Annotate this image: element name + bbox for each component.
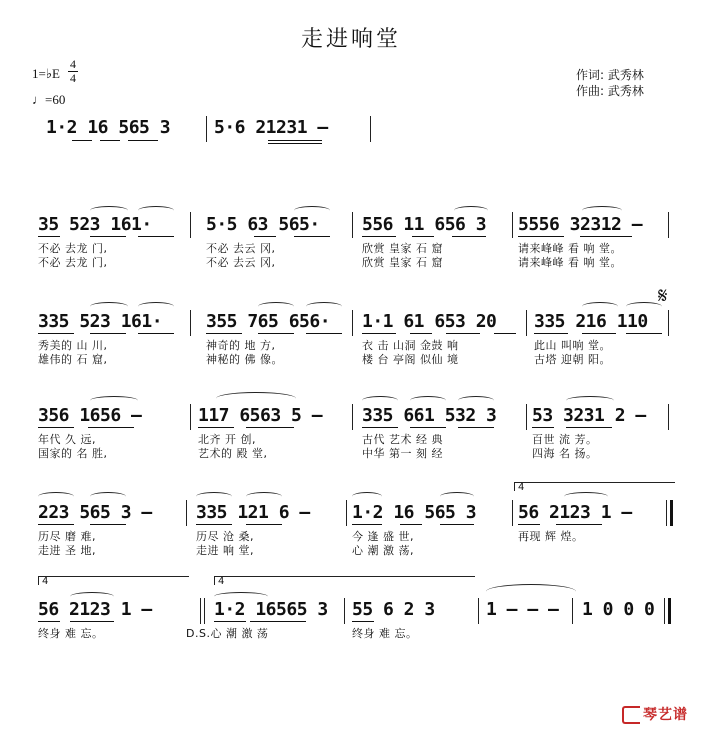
measure-2-2: 5·5 63 565· — [206, 214, 320, 235]
underline — [556, 524, 602, 525]
slur — [410, 396, 446, 405]
lyric-5-4a: 再现 辉 煌。 — [518, 530, 584, 543]
song-title: 走进响堂 — [300, 27, 401, 52]
lyric-3-3a: 衣 击 山洞 金鼓 响 — [362, 339, 459, 352]
underline — [362, 236, 396, 237]
key-note: E — [51, 66, 60, 81]
measure-2-1: 35 523 161· — [38, 214, 152, 235]
volta-label: 4 — [42, 576, 49, 587]
underline — [38, 524, 74, 525]
slur — [582, 302, 618, 311]
tempo-value: =60 — [45, 92, 66, 107]
measure-5-2: 335 121 6 – — [196, 502, 310, 523]
barline — [190, 404, 191, 430]
underline — [268, 143, 322, 144]
volta-label: 4 — [518, 482, 525, 493]
underline — [38, 236, 60, 237]
underline — [306, 333, 342, 334]
slur — [440, 492, 474, 501]
measure-3-3: 1·1 61 653 20 — [362, 311, 497, 332]
underline — [352, 524, 382, 525]
slur — [458, 396, 494, 405]
lyric-2-1a: 不必 去龙 门, — [38, 242, 108, 255]
underline — [400, 524, 422, 525]
lyric-2-1b: 不必 去龙 门, — [38, 256, 108, 269]
measure-3-4: 335 216 110 — [534, 311, 648, 332]
barline — [352, 310, 353, 336]
underline — [100, 140, 120, 141]
underline — [440, 524, 474, 525]
barline — [668, 310, 669, 336]
lyric-6-2: D.S.心 潮 激 荡 — [186, 627, 269, 640]
barline — [526, 404, 527, 430]
lyric-4-1a: 年代 久 远, — [38, 433, 96, 446]
lyric-3-4b: 古塔 迎朝 阳。 — [534, 353, 611, 366]
underline — [38, 427, 74, 428]
volta-bracket — [214, 576, 475, 585]
lyric-4-4a: 百世 流 芳。 — [532, 433, 598, 446]
lyric-5-2b: 走进 响 堂, — [196, 544, 254, 557]
underline — [138, 333, 174, 334]
lyric-6-3: 终身 难 忘。 — [352, 627, 418, 640]
time-signature — [68, 58, 78, 85]
lyric-5-1a: 历尽 磨 难, — [38, 530, 96, 543]
segno-sign: 𝄋 — [658, 284, 668, 309]
lyric-3-1b: 雄伟的 石 窟, — [38, 353, 108, 366]
barline — [668, 212, 669, 238]
repeat-end-barline — [670, 500, 673, 526]
underline — [268, 140, 322, 141]
slur — [216, 392, 296, 405]
lyric-6-1: 终身 难 忘。 — [38, 627, 104, 640]
underline — [580, 236, 632, 237]
underline — [362, 427, 398, 428]
measure-1-1: 1·2 16 565 3 — [46, 117, 171, 138]
underline — [246, 524, 282, 525]
underline — [38, 621, 60, 622]
slur — [138, 302, 174, 311]
underline — [246, 427, 294, 428]
barline — [668, 404, 669, 430]
barline — [666, 500, 667, 526]
underline — [566, 427, 612, 428]
barline — [352, 212, 353, 238]
barline — [204, 598, 205, 624]
lyric-3-4a: 此山 叫响 堂。 — [534, 339, 611, 352]
lyric-2-2a: 不必 去云 冈, — [206, 242, 276, 255]
slur — [258, 302, 294, 311]
barline — [206, 116, 207, 142]
measure-5-3: 1·2 16 565 3 — [352, 502, 477, 523]
underline — [88, 427, 134, 428]
measure-6-1: 56 2123 1 – — [38, 599, 152, 620]
underline — [352, 621, 374, 622]
lyric-5-2a: 历尽 沧 桑, — [196, 530, 254, 543]
underline — [362, 333, 396, 334]
underline — [582, 333, 616, 334]
lyric-3-1a: 秀美的 山 川, — [38, 339, 108, 352]
slur — [90, 492, 126, 501]
slur — [566, 396, 614, 405]
final-barline — [668, 598, 671, 624]
measure-4-3: 335 661 532 3 — [362, 405, 497, 426]
underline — [38, 333, 74, 334]
slur — [196, 492, 232, 501]
volta-label: 4 — [218, 576, 225, 587]
measure-3-1: 335 523 161· — [38, 311, 163, 332]
barline — [370, 116, 371, 142]
underline — [626, 333, 662, 334]
measure-4-2: 117 6563 5 – — [198, 405, 323, 426]
measure-4-4: 53 3231 2 – — [532, 405, 646, 426]
underline — [410, 333, 432, 334]
slur — [246, 492, 282, 501]
slur — [306, 302, 342, 311]
slur — [352, 492, 382, 501]
underline — [258, 333, 294, 334]
barline — [200, 598, 201, 624]
barline — [572, 598, 573, 624]
flat-sign: ♭ — [45, 66, 52, 81]
underline — [452, 236, 486, 237]
lyric-2-4a: 请来峰峰 看 响 堂。 — [518, 242, 622, 255]
underline — [196, 524, 232, 525]
barline — [190, 310, 191, 336]
slur — [626, 302, 662, 311]
underline — [534, 333, 568, 334]
tie — [486, 584, 576, 599]
underline — [412, 236, 434, 237]
volta-bracket — [514, 482, 675, 491]
underline — [254, 236, 276, 237]
lyric-3-2a: 神奇的 地 方, — [206, 339, 276, 352]
barline — [346, 500, 347, 526]
underline — [72, 140, 92, 141]
underline — [250, 621, 306, 622]
measure-2-4: 5556 32312 – — [518, 214, 643, 235]
key-prefix: 1= — [32, 66, 46, 81]
slur — [38, 492, 74, 501]
underline — [70, 621, 114, 622]
underline — [128, 140, 158, 141]
barline — [526, 310, 527, 336]
lyric-4-2a: 北齐 开 创, — [198, 433, 256, 446]
slur — [90, 302, 128, 311]
lyric-4-4b: 四海 名 扬。 — [532, 447, 598, 460]
underline — [458, 427, 494, 428]
volta-bracket — [38, 576, 189, 585]
underline — [138, 236, 174, 237]
tempo-marking — [32, 92, 65, 108]
lyric-2-3b: 欣赏 皇家 石 窟 — [362, 256, 443, 269]
measure-6-4: 1 – – – — [486, 599, 559, 620]
underline — [90, 236, 126, 237]
barline — [190, 212, 191, 238]
barline — [478, 598, 479, 624]
measure-1-2: 5·6 21231 – — [214, 117, 328, 138]
barline — [512, 500, 513, 526]
underline — [446, 333, 480, 334]
barline — [512, 212, 513, 238]
lyric-2-3a: 欣赏 皇家 石 窟 — [362, 242, 443, 255]
composer-credit: 作曲: 武秀林 — [576, 84, 644, 98]
lyric-4-1b: 国家的 名 胜, — [38, 447, 108, 460]
lyric-5-1b: 走进 圣 地, — [38, 544, 96, 557]
lyric-2-2b: 不必 去云 冈, — [206, 256, 276, 269]
underline — [90, 524, 126, 525]
brand-logo — [622, 704, 688, 724]
measure-5-4: 56 2123 1 – — [518, 502, 632, 523]
brand-name: 琴艺谱 — [643, 707, 688, 723]
underline — [214, 621, 246, 622]
barline — [664, 598, 665, 624]
measure-3-2: 355 765 656· — [206, 311, 331, 332]
underline — [198, 427, 234, 428]
time-bottom: 4 — [70, 71, 76, 85]
lyric-4-3a: 古代 艺术 经 典 — [362, 433, 443, 446]
measure-4-1: 356 1656 – — [38, 405, 142, 426]
measure-6-5: 1 0 0 0 — [582, 599, 655, 620]
quarter-note-icon: ♩ — [32, 92, 45, 107]
measure-6-3: 55 6 2 3 — [352, 599, 435, 620]
lyric-3-3b: 楼 台 亭阁 似仙 境 — [362, 353, 459, 366]
underline — [410, 427, 446, 428]
slur — [362, 396, 398, 405]
lyric-5-3b: 心 潮 激 荡, — [352, 544, 414, 557]
underline — [518, 236, 564, 237]
underline — [90, 333, 126, 334]
lyric-5-3a: 今 逢 盛 世, — [352, 530, 414, 543]
time-top: 4 — [70, 57, 76, 71]
lyric-3-2b: 神秘的 佛 像。 — [206, 353, 283, 366]
lyricist-credit: 作词: 武秀林 — [576, 68, 644, 82]
underline — [294, 236, 330, 237]
lyric-2-4b: 请来峰峰 看 响 堂。 — [518, 256, 622, 269]
measure-2-3: 556 11 656 3 — [362, 214, 487, 235]
key-signature — [32, 66, 60, 82]
barline — [344, 598, 345, 624]
underline — [494, 333, 516, 334]
lyric-4-2b: 艺术的 殿 堂, — [198, 447, 268, 460]
measure-6-2: 1·2 16565 3 — [214, 599, 328, 620]
underline — [206, 333, 242, 334]
slur — [90, 396, 138, 405]
barline — [186, 500, 187, 526]
brand-mark-icon — [622, 706, 640, 724]
slur — [564, 492, 608, 501]
lyric-4-3b: 中华 第一 刻 经 — [362, 447, 443, 460]
underline — [518, 524, 540, 525]
underline — [532, 427, 554, 428]
barline — [352, 404, 353, 430]
measure-5-1: 223 565 3 – — [38, 502, 152, 523]
